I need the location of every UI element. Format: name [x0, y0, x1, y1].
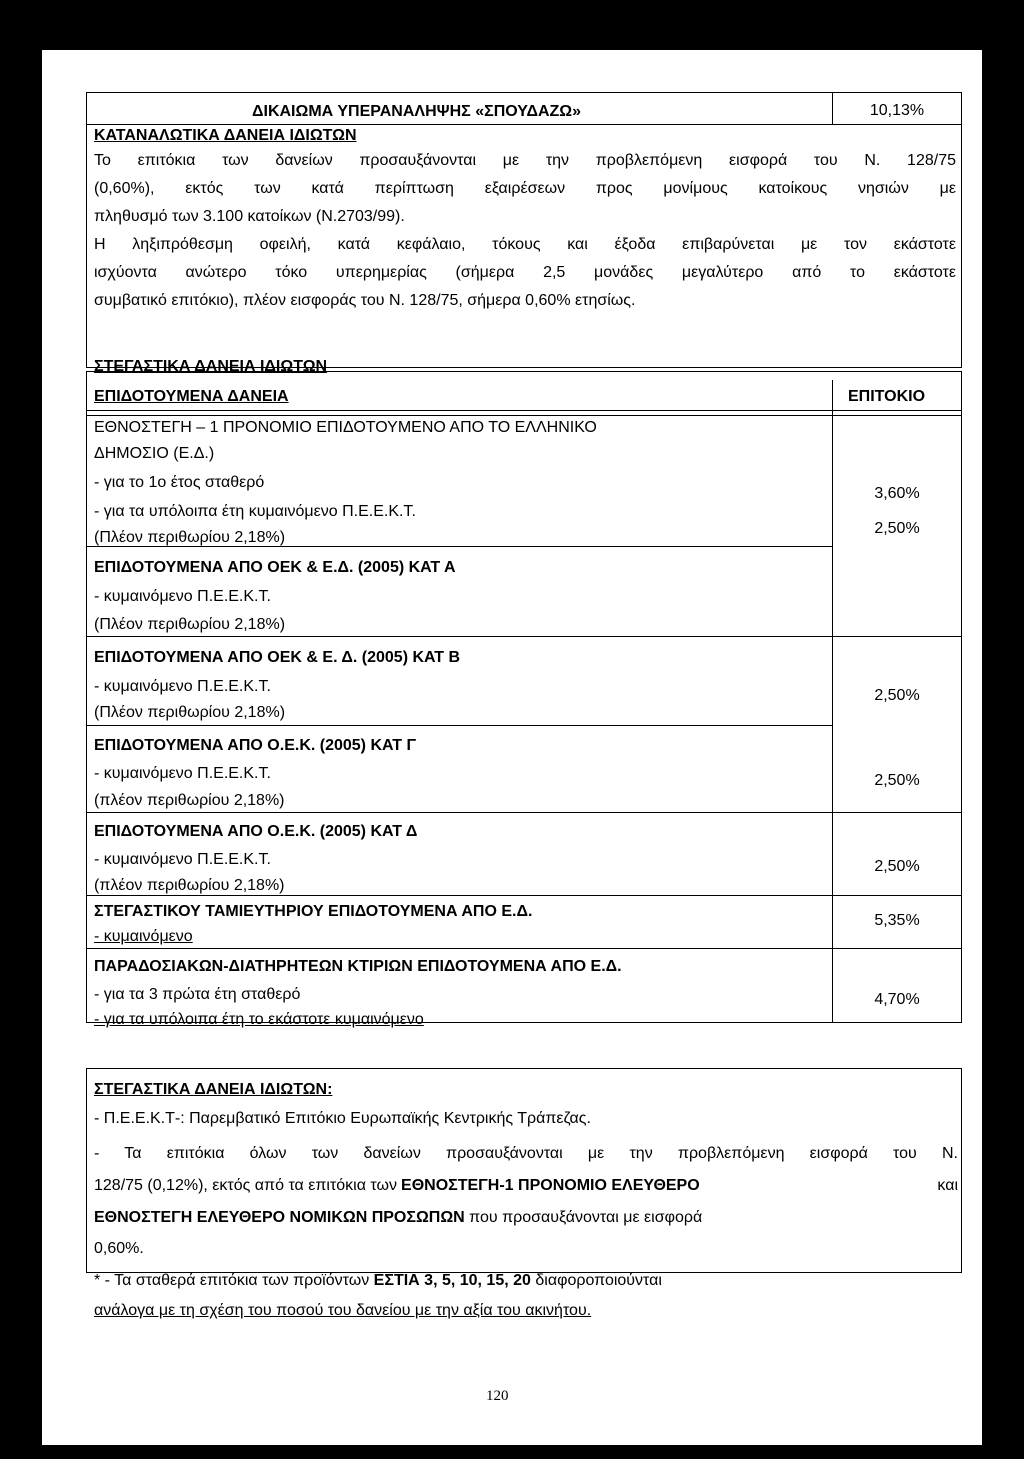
loan-row-line: - κυμαινόμενο Π.Ε.Ε.Κ.Τ.: [94, 851, 271, 868]
consumer-text-line: πληθυσμό των 3.100 κατοίκων (Ν.2703/99).: [94, 208, 405, 225]
loan-rate: 5,35%: [874, 912, 920, 929]
loan-rate: 2,50%: [874, 687, 920, 704]
consumer-loans-subtitle: ΚΑΤΑΝΑΛΩΤΙΚΑ ΔΑΝΕΙΑ ΙΔΙΩΤΩΝ: [94, 127, 357, 144]
page-number: 120: [486, 1388, 509, 1404]
loan-row-heading: ΠΑΡΑΔΟΣΙΑΚΩΝ-ΔΙΑΤΗΡΗΤΕΩΝ ΚΤΙΡΙΩΝ ΕΠΙΔΟΤΟΥΜΕΝΑ ΑΠΟ Ε.Δ.: [94, 958, 622, 975]
loan-row-line: - κυμαινόμενο Π.Ε.Ε.Κ.Τ.: [94, 678, 271, 695]
note-text: διαφοροποιούνται: [530, 1272, 662, 1289]
loan-row-line: (Πλέον περιθωρίου 2,18%): [94, 704, 286, 721]
housing-loans-table: [86, 371, 962, 1023]
note-line: - Π.Ε.Ε.Κ.Τ-: Παρεμβατικό Επιτόκιο Ευρωπαϊκής Κεντρικής Τράπεζας.: [94, 1110, 591, 1127]
note-line: [94, 1208, 702, 1228]
loan-row-line: - κυμαινόμενο: [94, 928, 193, 945]
spoudazo-rate: 10,13%: [869, 102, 925, 119]
note-emphasis: ΕΣΤΙΑ 3, 5, 10, 15, 20: [373, 1272, 531, 1289]
spoudazo-title: ΔΙΚΑΙΩΜΑ ΥΠΕΡΑΝΑΛΗΨΗΣ «ΣΠΟΥΔΑΖΩ»: [252, 103, 582, 120]
loan-row-heading: ΣΤΕΓΑΣΤΙΚΟΥ ΤΑΜΙΕΥΤΗΡΙΟΥ ΕΠΙΔΟΤΟΥΜΕΝΑ ΑΠΟ Ε.Δ.: [94, 903, 533, 920]
note-text: που προσαυξάνονται με εισφορά: [464, 1209, 703, 1226]
loan-row-line: (πλέον περιθωρίου 2,18%): [94, 877, 285, 894]
loan-row-heading: ΕΠΙΔΟΤΟΥΜΕΝΑ ΑΠΟ ΟΕΚ & Ε. Δ. (2005) ΚΑΤ Β: [94, 649, 461, 666]
note-text: * - Τα σταθερά επιτόκια των προϊόντων: [94, 1272, 374, 1289]
consumer-text-line: συμβατικό επιτόκιο), πλέον εισφοράς του Ν. 128/75, σήμερα 0,60% ετησίως.: [94, 292, 636, 309]
note-text: και: [937, 1177, 958, 1194]
loan-rate: 3,60%: [874, 485, 920, 502]
loan-row-line: - για το 1ο έτος σταθερό: [94, 474, 265, 491]
loan-row-heading: ΕΠΙΔΟΤΟΥΜΕΝΑ ΑΠΟ ΟΕΚ & Ε.Δ. (2005) ΚΑΤ Α: [94, 559, 456, 576]
loan-row-heading: ΕΠΙΔΟΤΟΥΜΕΝΑ ΑΠΟ Ο.Ε.Κ. (2005) ΚΑΤ Δ: [94, 823, 418, 840]
loan-row-line: (πλέον περιθωρίου 2,18%): [94, 792, 285, 809]
note-line: [94, 1271, 662, 1291]
loan-row-heading: ΕΠΙΔΟΤΟΥΜΕΝΑ ΑΠΟ Ο.Ε.Κ. (2005) ΚΑΤ Γ: [94, 737, 417, 754]
loan-rate: 2,50%: [874, 520, 920, 537]
note-emphasis: ΕΘΝΟΣΤΕΓΗ ΕΛΕΥΘΕΡΟ ΝΟΜΙΚΩΝ ΠΡΟΣΩΠΩΝ: [94, 1209, 465, 1226]
note-emphasis: ΕΘΝΟΣΤΕΓΗ-1 ΠΡΟΝΟΜΙΟ ΕΛΕΥΘΕΡΟ: [401, 1177, 700, 1194]
loan-rate: 4,70%: [874, 991, 920, 1008]
note-line: ανάλογα με τη σχέση του ποσού του δανείου με την αξία του ακινήτου.: [94, 1302, 592, 1319]
notes-title: ΣΤΕΓΑΣΤΙΚΑ ΔΑΝΕΙΑ ΙΔΙΩΤΩΝ:: [94, 1081, 333, 1098]
loan-row-line: (Πλέον περιθωρίου 2,18%): [94, 529, 286, 546]
loan-row-line: - για τα υπόλοιπα έτη κυμαινόμενο Π.Ε.Ε.Κ.Τ.: [94, 503, 416, 520]
loan-row-line: ΕΘΝΟΣΤΕΓΗ – 1 ΠΡΟΝΟΜΙΟ ΕΠΙΔΟΤΟΥΜΕΝΟ ΑΠΟ ΤΟ ΕΛΛΗΝΙΚΟ: [94, 419, 597, 436]
consumer-text-line: Το επιτόκια των δανείων προσαυξάνονται με την προβλεπόμενη εισφορά του Ν. 128/75: [94, 152, 956, 169]
consumer-text-line: (0,60%), εκτός των κατά περίπτωση εξαιρέσεων προς μονίμους κατοίκους νησιών με: [94, 180, 956, 197]
housing-loans-title: ΣΤΕΓΑΣΤΙΚΑ ΔΑΝΕΙΑ ΙΔΙΩΤΩΝ: [94, 358, 328, 375]
note-line: [94, 1176, 958, 1196]
consumer-text-line: ισχύοντα ανώτερο τόκο υπερημερίας (σήμερα 2,5 μονάδες μεγαλύτερο από το εκάστοτε: [94, 264, 956, 281]
consumer-text-line: Η ληξιπρόθεσμη οφειλή, κατά κεφάλαιο, τόκους και έξοδα επιβαρύνεται με τον εκάστοτε: [94, 236, 956, 253]
loan-row-line: - για τα 3 πρώτα έτη σταθερό: [94, 986, 301, 1003]
loan-row-line: - κυμαινόμενο Π.Ε.Ε.Κ.Τ.: [94, 765, 271, 782]
subsidized-loans-header: ΕΠΙΔΟΤΟΥΜΕΝΑ ΔΑΝΕΙΑ: [94, 388, 289, 405]
note-line: - Τα επιτόκια όλων των δανείων προσαυξάνονται με την προβλεπόμενη εισφορά του Ν.: [94, 1145, 958, 1162]
note-text: 128/75 (0,12%), εκτός από τα επιτόκια των: [94, 1177, 398, 1194]
loan-row-line: - για τα υπόλοιπα έτη το εκάστοτε κυμαινόμενο: [94, 1011, 424, 1028]
rate-header: ΕΠΙΤΟΚΙΟ: [848, 388, 926, 405]
loan-row-line: ΔΗΜΟΣΙΟ (Ε.Δ.): [94, 445, 215, 462]
note-line: 0,60%.: [94, 1240, 144, 1257]
loan-rate: 2,50%: [874, 772, 920, 789]
loan-row-line: - κυμαινόμενο Π.Ε.Ε.Κ.Τ.: [94, 588, 271, 605]
document-page: [42, 50, 982, 1445]
loan-rate: 2,50%: [874, 858, 920, 875]
loan-row-line: (Πλέον περιθωρίου 2,18%): [94, 616, 286, 633]
